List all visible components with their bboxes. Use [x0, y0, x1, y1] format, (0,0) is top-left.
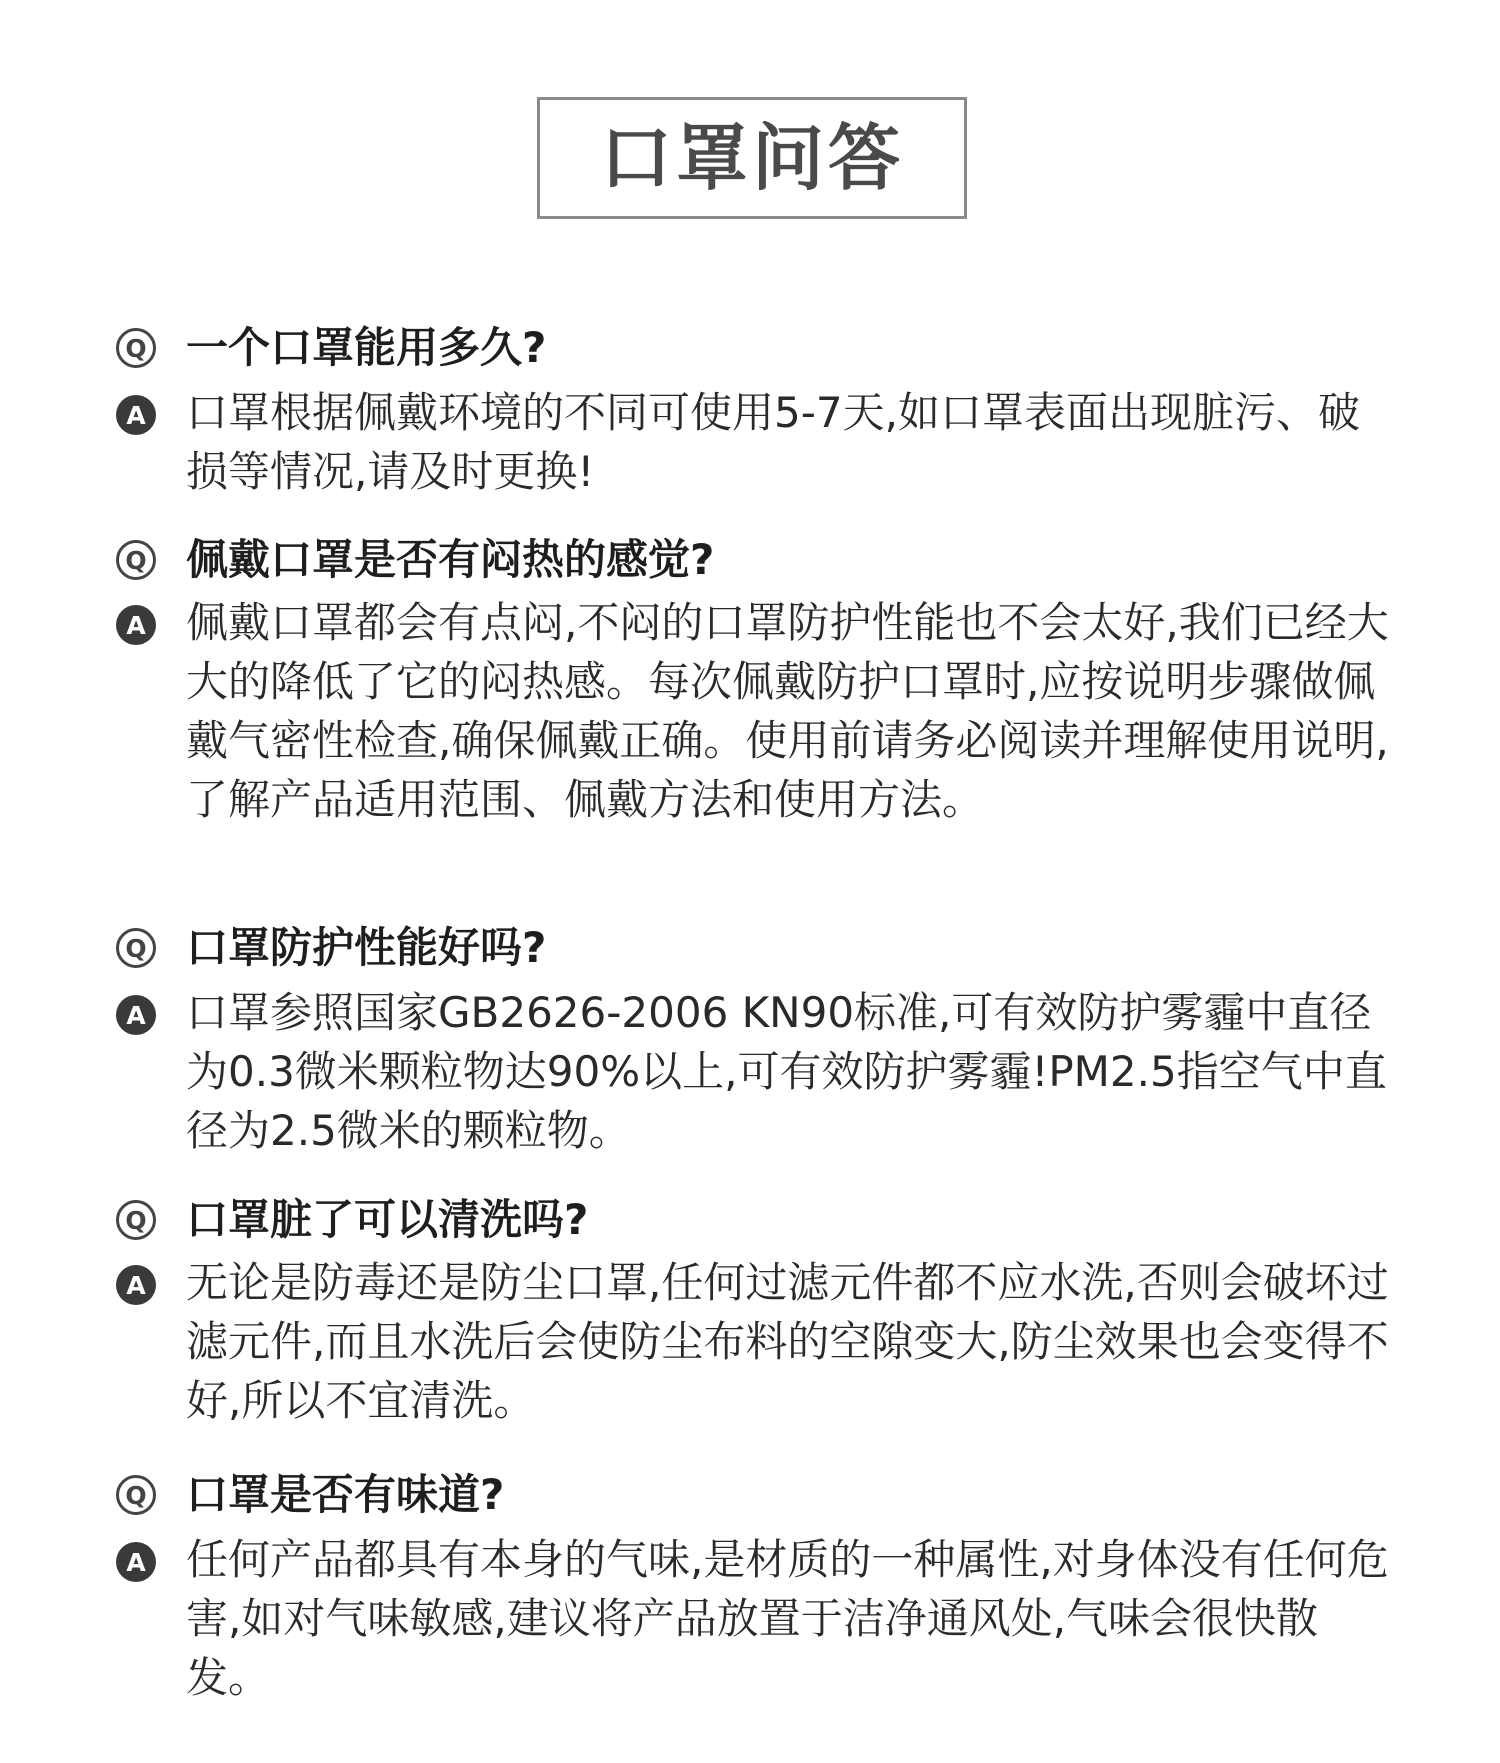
question-icon: Q	[116, 928, 156, 968]
faq-answer-row	[116, 388, 1360, 496]
faq-answer-row	[116, 988, 1387, 1155]
faq-answer: 无论是防毒还是防尘口罩,任何过滤元件都不应水洗,否则会破坏过滤元件,而且水洗后会使防尘布料的空隙变大,防尘效果也会变得不好,所以不宜清洗。	[186, 1258, 1389, 1425]
answer-icon: A	[116, 1265, 156, 1305]
faq-question: 一个口罩能用多久?	[186, 323, 547, 372]
question-icon: Q	[116, 540, 156, 580]
faq-question-row	[116, 1470, 505, 1519]
faq-question: 口罩脏了可以清洗吗?	[186, 1195, 589, 1244]
faq-question-row	[116, 1195, 589, 1244]
faq-answer: 口罩参照国家GB2626-2006 KN90标准,可有效防护雾霾中直径为0.3微米颗粒物达90%以上,可有效防护雾霾!PM2.5指空气中直径为2.5微米的颗粒物。	[186, 988, 1387, 1155]
faq-question-row	[116, 535, 715, 584]
faq-question: 口罩防护性能好吗?	[186, 923, 547, 972]
answer-icon: A	[116, 1542, 156, 1582]
question-icon: Q	[116, 1200, 156, 1240]
faq-question: 口罩是否有味道?	[186, 1470, 505, 1519]
faq-answer: 佩戴口罩都会有点闷,不闷的口罩防护性能也不会太好,我们已经大大的降低了它的闷热感。每次佩戴防护口罩时,应按说明步骤做佩戴气密性检查,确保佩戴正确。使用前请务必阅读并理解使用说明,了解产品适用范围、佩戴方法和使用方法。	[186, 598, 1389, 824]
question-icon: Q	[116, 328, 156, 368]
page-title: 口罩问答	[599, 116, 904, 200]
faq-answer-row	[116, 1535, 1389, 1702]
answer-icon: A	[116, 395, 156, 435]
faq-answer-row	[116, 598, 1389, 824]
question-icon: Q	[116, 1475, 156, 1515]
faq-question-row	[116, 923, 547, 972]
answer-icon: A	[116, 995, 156, 1035]
faq-answer: 任何产品都具有本身的气味,是材质的一种属性,对身体没有任何危害,如对气味敏感,建议将产品放置于洁净通风处,气味会很快散发。	[186, 1535, 1389, 1702]
faq-question-row	[116, 323, 547, 372]
faq-question: 佩戴口罩是否有闷热的感觉?	[186, 535, 715, 584]
answer-icon: A	[116, 605, 156, 645]
faq-answer-row	[116, 1258, 1389, 1425]
faq-answer: 口罩根据佩戴环境的不同可使用5-7天,如口罩表面出现脏污、破损等情况,请及时更换!	[186, 388, 1360, 496]
